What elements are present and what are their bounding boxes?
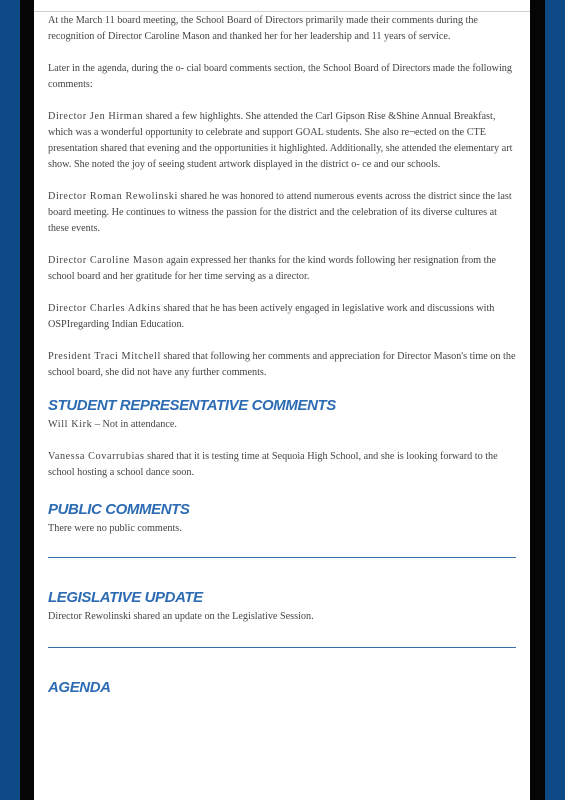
- student-name: Vanessa Covarrubias: [48, 451, 145, 462]
- director-comment-text: shared a few highlights. She attended the Carl Gipson Rise &Shine Annual Breakfast, which was a wonderful opportunity to celebrate and support GOAL students. She also re¬ected on the CTE presentation shared that evening and the opportunities it highlighted. Additionally, she attended the elementary art show. She noted the joy of seeing student artwork displayed in the district o- ce and our schools.: [48, 111, 513, 170]
- director-comment-text: shared he was honored to attend numerous events across the district since the last board meeting. He continues to witness the passion for the district and the celebration of its diverse cultures at these events.: [48, 191, 512, 234]
- section-divider: [48, 647, 516, 648]
- legislative-update-heading: LEGISLATIVE UPDATE: [48, 589, 203, 606]
- student-comment: [48, 417, 516, 433]
- student-comment-text: – Not in attendance.: [92, 419, 177, 430]
- student-comment-text: shared that it is testing time at Sequoia High School, and she is looking forward to the school hosting a school dance soon.: [48, 451, 498, 478]
- student-representative-heading: STUDENT REPRESENTATIVE COMMENTS: [48, 397, 336, 414]
- director-comment: [48, 253, 516, 285]
- public-comments-text: There were no public comments.: [48, 523, 182, 534]
- director-name: President Traci Mitchell: [48, 351, 161, 362]
- director-comment: [48, 109, 516, 173]
- student-comment: [48, 449, 516, 481]
- right-blue-border: [545, 0, 565, 800]
- left-blue-border: [0, 0, 20, 800]
- director-comment: [48, 189, 516, 237]
- director-comment-text: again expressed her thanks for the kind words following her resignation from the school board and her gratitude for her time serving as a director.: [48, 255, 497, 282]
- left-black-border: [20, 0, 34, 800]
- right-black-border: [530, 0, 545, 800]
- document-content: [48, 0, 516, 697]
- student-name: Will Kirk: [48, 419, 93, 430]
- director-comment-text: shared that following her comments and appreciation for Director Mason's time on the school board, she did not have any further comments.: [48, 351, 516, 378]
- legislative-update-text: Director Rewolinski shared an update on the Legislative Session.: [48, 611, 314, 622]
- intro-paragraph: At the March 11 board meeting, the School Board of Directors primarily made their comments during the recognition of Director Caroline Mason and thanked her for her leadership and 11 years of service.: [48, 15, 478, 42]
- agenda-comments-paragraph: Later in the agenda, during the o- cial board comments section, the School Board of Directors made the following comments:: [48, 63, 512, 90]
- director-name: Director Charles Adkins: [48, 303, 161, 314]
- director-comment: [48, 301, 516, 333]
- director-name: Director Caroline Mason: [48, 255, 164, 266]
- section-divider: [48, 557, 516, 558]
- director-comment: [48, 349, 516, 381]
- director-name: Director Roman Rewolinski: [48, 191, 178, 202]
- director-name: Director Jen Hirman: [48, 111, 144, 122]
- public-comments-heading: PUBLIC COMMENTS: [48, 501, 190, 518]
- director-comment-text: shared that he has been actively engaged in legislative work and discussions with OSPIregarding Indian Education.: [48, 303, 495, 330]
- agenda-heading: AGENDA: [48, 679, 111, 696]
